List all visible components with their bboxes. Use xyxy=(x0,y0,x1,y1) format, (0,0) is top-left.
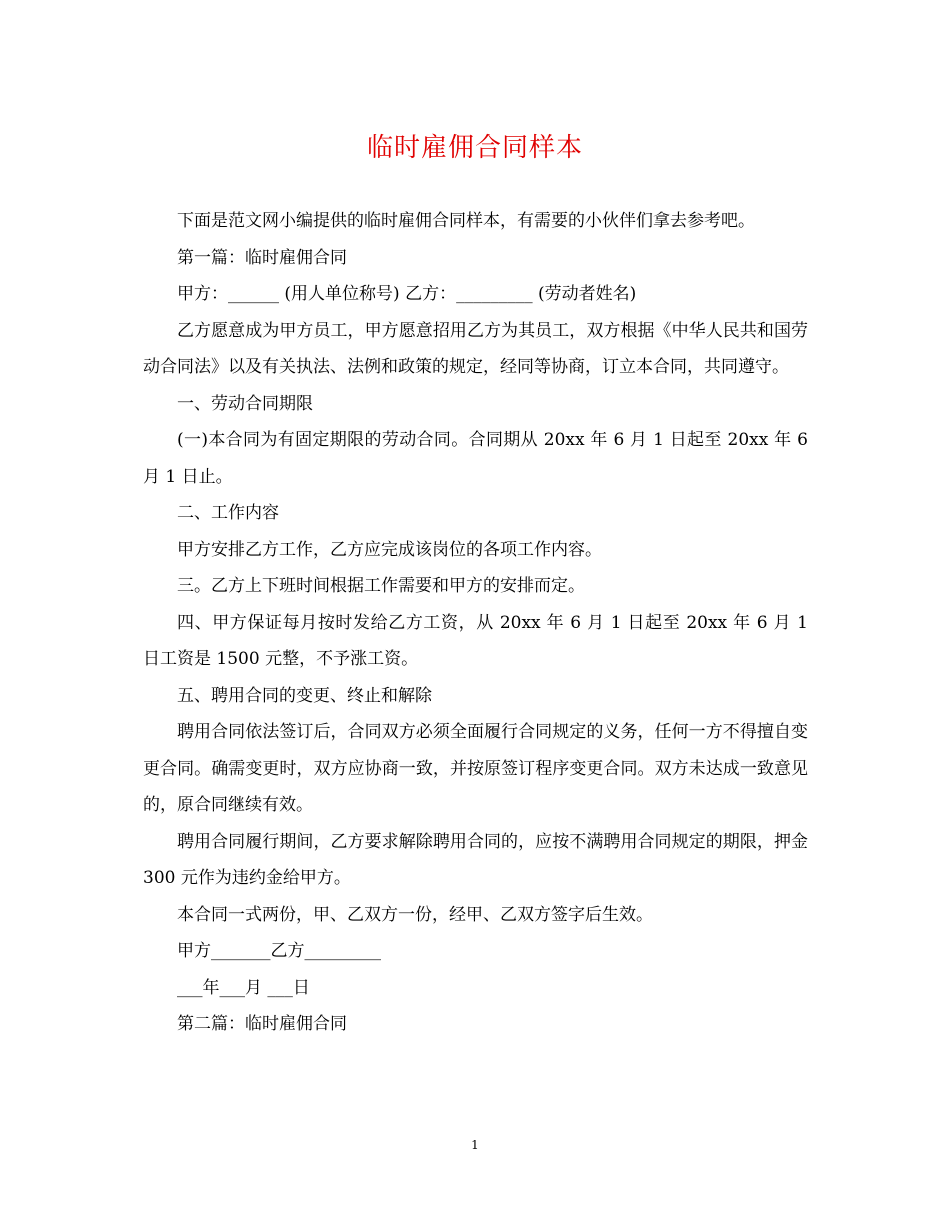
paragraph-section-three: 三。乙方上下班时间根据工作需要和甲方的安排而定。 xyxy=(177,576,585,596)
document-body xyxy=(143,203,814,1043)
paragraph-copies: 本合同一式两份，甲、乙双方一份，经甲、乙双方签字后生效。 xyxy=(177,904,653,925)
paragraph-section-five: 五、聘用合同的变更、终止和解除 xyxy=(177,685,432,706)
paragraph-term: (一)本合同为有固定期限的劳动合同。合同期从 20xx 年 6 月 1 日起至 20xx 年 6 月 1 日止。 xyxy=(143,430,814,487)
page-number: 1 xyxy=(471,1138,479,1152)
paragraph-signatures: 甲方_______乙方_________ xyxy=(177,941,381,961)
paragraph-agreement: 乙方愿意成为甲方员工，甲方愿意招用乙方为其员工，双方根据《中华人民共和国劳动合同法》以及有关执法、法例和政策的规定，经同等协商，订立本合同，共同遵守。 xyxy=(143,320,808,377)
paragraph-heading-part-one: 第一篇：临时雇佣合同 xyxy=(177,247,347,268)
paragraph-section-four: 四、甲方保证每月按时发给乙方工资，从 20xx 年 6 月 1 日起至 20xx 年 6 月 1 日工资是 1500 元整，不予涨工资。 xyxy=(143,612,814,669)
paragraph-contract-change: 聘用合同依法签订后，合同双方必须全面履行合同规定的义务，任何一方不得擅自变更合同。确需变更时，双方应协商一致，并按原签订程序变更合同。双方未达成一致意见的，原合同继续有效。 xyxy=(143,722,808,815)
paragraph-work-content: 甲方安排乙方工作，乙方应完成该岗位的各项工作内容。 xyxy=(177,539,602,560)
paragraph-termination: 聘用合同履行期间，乙方要求解除聘用合同的，应按不满聘用合同规定的期限，押金 300 元作为违约金给甲方。 xyxy=(143,831,814,888)
paragraph-heading-part-two: 第二篇：临时雇佣合同 xyxy=(177,1014,347,1034)
paragraph-section-one: 一、劳动合同期限 xyxy=(177,393,313,414)
paragraph-date: ___年___月 ___日 xyxy=(177,977,310,998)
paragraph-section-two: 二、工作内容 xyxy=(177,503,279,523)
document-title: 临时雇佣合同样本 xyxy=(366,133,583,163)
paragraph-intro: 下面是范文网小编提供的临时雇佣合同样本，有需要的小伙伴们拿去参考吧。 xyxy=(177,211,755,231)
paragraph-parties: 甲方：______ (用人单位称号) 乙方：_________ (劳动者姓名) xyxy=(177,284,637,304)
